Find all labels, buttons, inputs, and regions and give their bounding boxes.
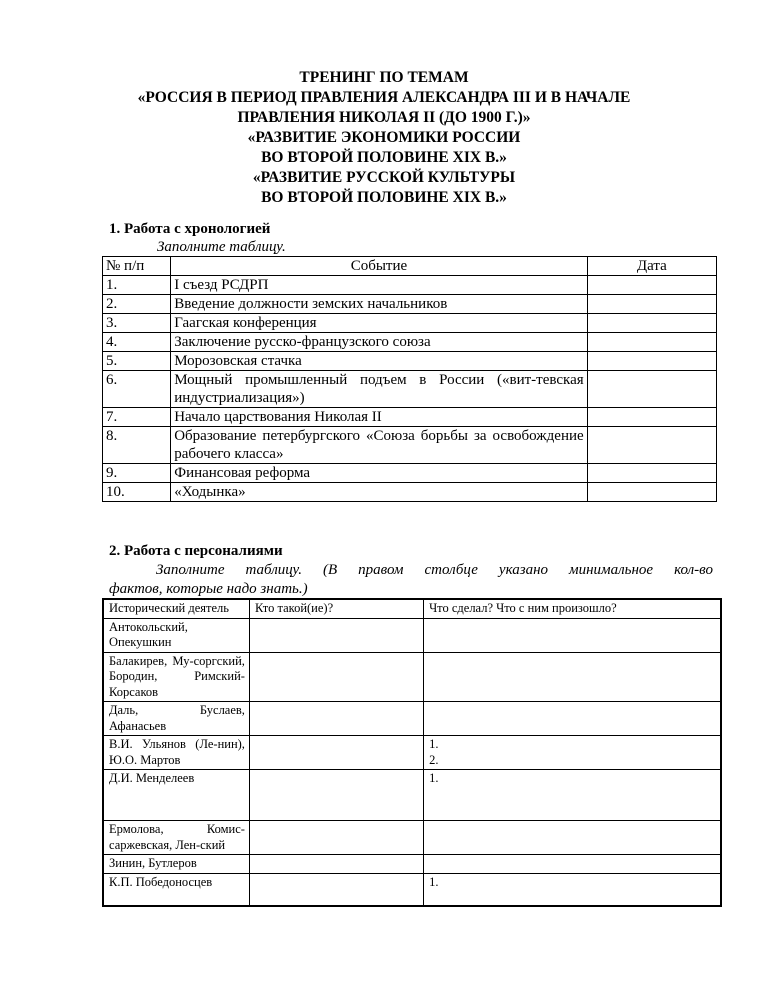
event-cell: Гаагская конференция bbox=[171, 314, 587, 333]
table-row bbox=[103, 276, 717, 295]
table-row bbox=[103, 821, 721, 855]
date-cell[interactable] bbox=[587, 276, 716, 295]
chronology-table bbox=[102, 256, 717, 502]
facts-cell[interactable] bbox=[424, 652, 721, 702]
event-cell: Заключение русско-французского союза bbox=[171, 333, 587, 352]
table-row bbox=[103, 483, 717, 502]
date-cell[interactable] bbox=[587, 427, 716, 464]
who-cell[interactable] bbox=[249, 736, 423, 770]
person-cell: Антокольский, Опекушкин bbox=[103, 618, 249, 652]
who-cell[interactable] bbox=[249, 770, 423, 821]
date-cell[interactable] bbox=[587, 333, 716, 352]
table-row bbox=[103, 314, 717, 333]
row-number: 6. bbox=[103, 371, 171, 408]
title-line: ПРАВЛЕНИЯ НИКОЛАЯ II (ДО 1900 Г.)» bbox=[237, 109, 531, 126]
event-cell: «Ходынка» bbox=[171, 483, 587, 502]
column-header-who: Кто такой(ие)? bbox=[249, 599, 423, 618]
column-header-date: Дата bbox=[587, 257, 716, 276]
table-row bbox=[103, 702, 721, 736]
fact-number: 1. bbox=[429, 874, 439, 889]
person-cell: Даль, Буслаев, Афанасьев bbox=[103, 702, 249, 736]
section-instruction: Заполните таблицу. bbox=[157, 239, 286, 255]
person-cell: В.И. Ульянов (Ле-нин), Ю.О. Мартов bbox=[103, 736, 249, 770]
title-line: ВО ВТОРОЙ ПОЛОВИНЕ XIX В.» bbox=[261, 149, 507, 166]
facts-cell[interactable] bbox=[424, 736, 721, 770]
event-cell: Морозовская стачка bbox=[171, 352, 587, 371]
event-cell: Финансовая реформа bbox=[171, 464, 587, 483]
date-cell[interactable] bbox=[587, 483, 716, 502]
column-header-event: Событие bbox=[171, 257, 587, 276]
column-header-facts: Что сделал? Что с ним произошло? bbox=[424, 599, 721, 618]
row-number: 7. bbox=[103, 408, 171, 427]
section-instruction-continued: фактов, которые надо знать.) bbox=[109, 581, 308, 597]
section-instruction: Заполните таблицу. (В правом столбце указано минимальное кол-во bbox=[156, 562, 713, 578]
event-cell: Образование петербургского «Союза борьбы за освобождение рабочего класса» bbox=[171, 427, 587, 464]
row-number: 9. bbox=[103, 464, 171, 483]
table-row bbox=[103, 770, 721, 821]
event-cell: Мощный промышленный подъем в России («вит-тевская индустриализация») bbox=[171, 371, 587, 408]
date-cell[interactable] bbox=[587, 314, 716, 333]
event-cell: Введение должности земских начальников bbox=[171, 295, 587, 314]
who-cell[interactable] bbox=[249, 702, 423, 736]
column-header-person: Исторический деятель bbox=[103, 599, 249, 618]
facts-cell[interactable] bbox=[424, 855, 721, 874]
table-row bbox=[103, 295, 717, 314]
row-number: 1. bbox=[103, 276, 171, 295]
fact-number: 1. bbox=[429, 771, 439, 785]
person-cell: Ермолова, Комис-саржевская, Лен-ский bbox=[103, 821, 249, 855]
title-line: «РАЗВИТИЕ РУССКОЙ КУЛЬТУРЫ bbox=[252, 169, 516, 186]
person-cell: К.П. Победоносцев bbox=[103, 873, 249, 906]
table-row bbox=[103, 652, 721, 702]
row-number: 4. bbox=[103, 333, 171, 352]
facts-cell[interactable] bbox=[424, 873, 721, 906]
event-cell: Начало царствования Николая II bbox=[171, 408, 587, 427]
title-line: «РАЗВИТИЕ ЭКОНОМИКИ РОССИИ bbox=[247, 129, 521, 146]
column-header-number: № п/п bbox=[103, 257, 171, 276]
row-number: 10. bbox=[103, 483, 171, 502]
table-row bbox=[103, 408, 717, 427]
table-row bbox=[103, 427, 717, 464]
event-cell: I съезд РСДРП bbox=[171, 276, 587, 295]
table-row bbox=[103, 736, 721, 770]
title-line: ВО ВТОРОЙ ПОЛОВИНЕ XIX В.» bbox=[261, 189, 507, 206]
who-cell[interactable] bbox=[249, 652, 423, 702]
table-row bbox=[103, 371, 717, 408]
date-cell[interactable] bbox=[587, 408, 716, 427]
who-cell[interactable] bbox=[249, 873, 423, 906]
row-number: 2. bbox=[103, 295, 171, 314]
personalities-table bbox=[102, 598, 722, 907]
table-row bbox=[103, 464, 717, 483]
date-cell[interactable] bbox=[587, 295, 716, 314]
date-cell[interactable] bbox=[587, 352, 716, 371]
date-cell[interactable] bbox=[587, 464, 716, 483]
table-row bbox=[103, 352, 717, 371]
who-cell[interactable] bbox=[249, 821, 423, 855]
row-number: 5. bbox=[103, 352, 171, 371]
row-number: 3. bbox=[103, 314, 171, 333]
table-header-row bbox=[103, 599, 721, 618]
facts-cell[interactable] bbox=[424, 770, 721, 821]
row-number: 8. bbox=[103, 427, 171, 464]
section-heading-personalities: 2. Работа с персоналиями bbox=[109, 543, 283, 559]
title-line: ТРЕНИНГ ПО ТЕМАМ bbox=[299, 69, 469, 86]
fact-number: 2. bbox=[429, 752, 439, 767]
table-row bbox=[103, 618, 721, 652]
table-row bbox=[103, 873, 721, 906]
facts-cell[interactable] bbox=[424, 702, 721, 736]
date-cell[interactable] bbox=[587, 371, 716, 408]
table-header-row bbox=[103, 257, 717, 276]
person-cell: Д.И. Менделеев bbox=[103, 770, 249, 821]
table-row bbox=[103, 855, 721, 874]
facts-cell[interactable] bbox=[424, 618, 721, 652]
who-cell[interactable] bbox=[249, 618, 423, 652]
person-cell: Зинин, Бутлеров bbox=[103, 855, 249, 874]
who-cell[interactable] bbox=[249, 855, 423, 874]
person-cell: Балакирев, Му-соргский, Бородин, Римский-Корсаков bbox=[103, 652, 249, 702]
section-heading-chronology: 1. Работа с хронологией bbox=[109, 221, 271, 237]
document-title bbox=[60, 68, 708, 208]
fact-number: 1. bbox=[429, 737, 439, 751]
facts-cell[interactable] bbox=[424, 821, 721, 855]
title-line: «РОССИЯ В ПЕРИОД ПРАВЛЕНИЯ АЛЕКСАНДРА III И В НАЧАЛЕ bbox=[137, 89, 631, 106]
table-row bbox=[103, 333, 717, 352]
